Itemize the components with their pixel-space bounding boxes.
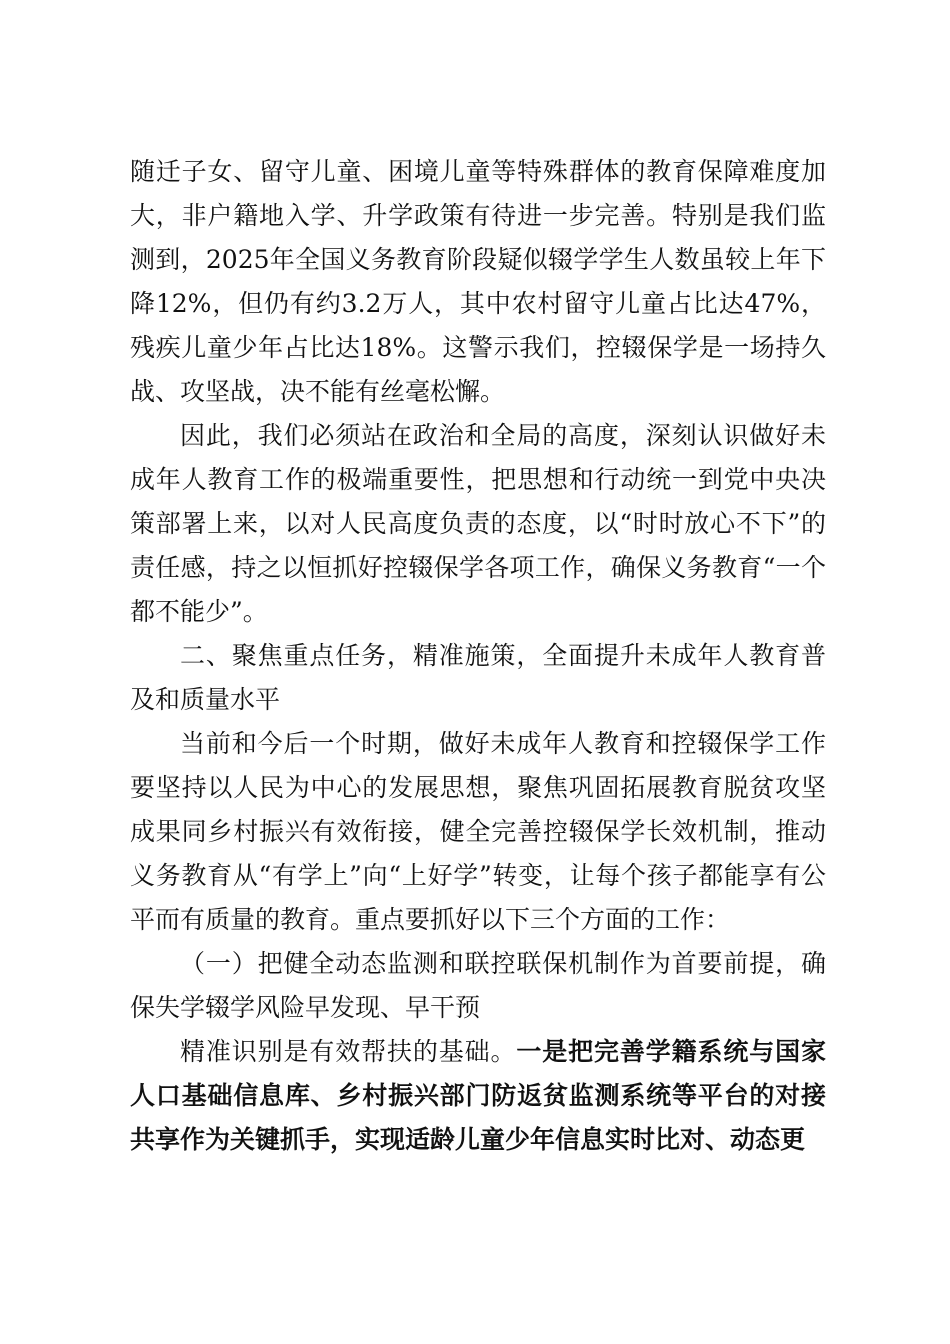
section-heading: 二、聚焦重点任务，精准施策，全面提升未成年人教育普及和质量水平 xyxy=(130,641,826,714)
body-paragraph: 当前和今后一个时期，做好未成年人教育和控辍保学工作要坚持以人民为中心的发展思想，聚焦巩固拓展教育脱贫攻坚成果同乡村振兴有效衔接，健全完善控辍保学长效机制，推动义务教育从“有学上”向“上好学”转变，让每个孩子都能享有公平而有质量的教育。重点要抓好以下三个方面的工作： xyxy=(130,729,826,934)
subsection-heading: （一）把健全动态监测和联控联保机制作为首要前提，确保失学辍学风险早发现、早干预 xyxy=(130,949,826,1022)
body-paragraph-continued: 随迁子女、留守儿童、困境儿童等特殊群体的教育保障难度加大，非户籍地入学、升学政策有待进一步完善。特别是我们监测到，2025年全国义务教育阶段疑似辍学学生人数虽较上年下降12%，但仍有约3.2万人，其中农村留守儿童占比达47%，残疾儿童少年占比达18%。这警示我们，控辍保学是一场持久战、攻坚战，决不能有丝毫松懈。 xyxy=(130,157,826,406)
body-paragraph-mixed xyxy=(130,1030,826,1162)
document-body xyxy=(130,150,826,1162)
body-paragraph: 因此，我们必须站在政治和全局的高度，深刻认识做好未成年人教育工作的极端重要性，把思想和行动统一到党中央决策部署上来，以对人民高度负责的态度，以“时时放心不下”的责任感，持之以恒抓好控辍保学各项工作，确保义务教育“一个都不能少”。 xyxy=(130,421,826,626)
paragraph-bold-text: 一是把完善学籍系统与国家人口基础信息库、乡村振兴部门防返贫监测系统等平台的对接共享作为关键抓手，实现适龄儿童少年信息实时比对、动态更 xyxy=(130,1037,826,1154)
paragraph-lead-text: 精准识别是有效帮扶的基础。 xyxy=(180,1037,517,1066)
